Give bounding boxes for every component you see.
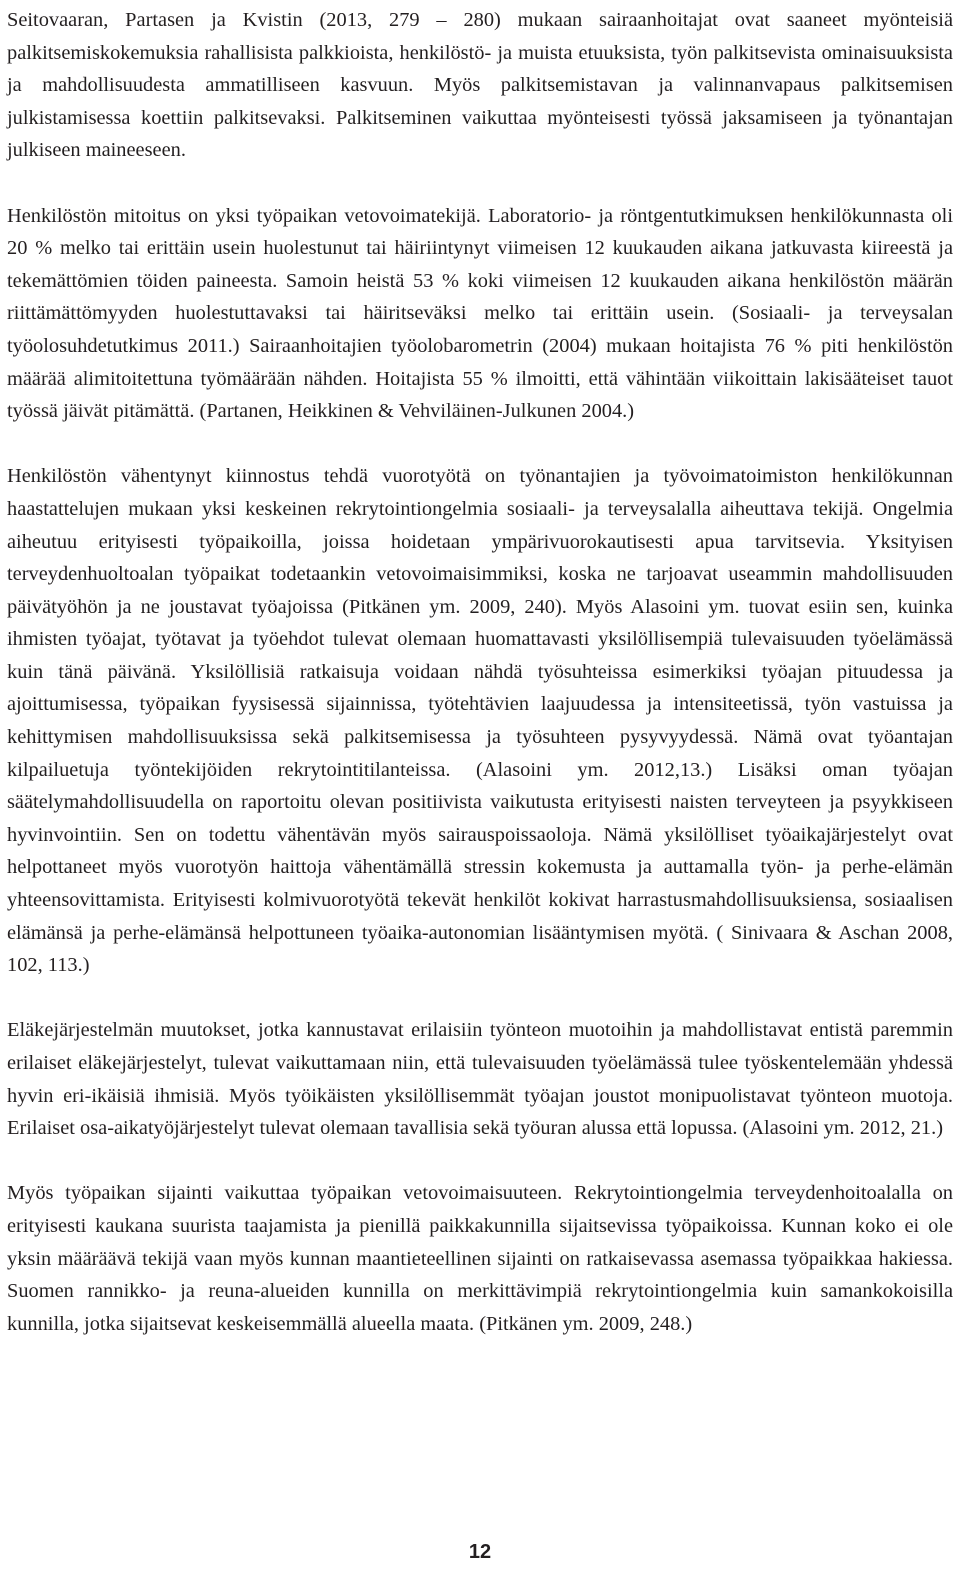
- document-page: [7, 0, 953, 1573]
- paragraph-shift-work: Henkilöstön vähentynyt kiinnostus tehdä vuorotyötä on työnantajien ja työvoimatoimiston henkilökunnan haastattelujen mukaan yksi keskeinen rekrytointiongelmia sosiaali- ja terveysalalla aiheuttava tekijä. Ongelmia aiheutuu erityisesti työpaikoilla, joissa hoidetaan ympärivuorokautisesti apua tarvitsevia. Yksityisen terveydenhuoltoalan työpaikat todetaankin vetovoimaisimmiksi, koska ne tarjoavat useammin mahdollisuuden päivätyöhön ja ne joustavat työajoissa (Pitkänen ym. 2009, 240). Myös Alasoini ym. tuovat esiin sen, kuinka ihmisten työajat, työtavat ja työehdot tulevat olemaan huomattavasti yksilöllisempiä tulevaisuuden työelämässä kuin tänä päivänä. Yksilöllisiä ratkaisuja voidaan nähdä työsuhteissa esimerkiksi työajan pituudessa ja ajoittumisessa, työpaikan fyysisessä sijainnissa, työtehtävien laajuudessa ja intensiteetissä, työn vastuissa ja kehittymisen mahdollisuuksissa sekä palkitsemisessa ja työsuhteen pysyvyydessä. Nämä ovat työantajan kilpailuetuja työntekijöiden rekrytointitilanteissa. (Alasoini ym. 2012,13.) Lisäksi oman työajan säätelymahdollisuudella on raportoitu olevan positiivista vaikutusta erityisesti naisten terveyteen ja psyykkiseen hyvinvointiin. Sen on todettu vähentävän myös sairauspoissaoloja. Nämä yksilölliset työaikajärjestelyt ovat helpottaneet myös vuorotyön haittoja vähentämällä stressin kokemusta ja auttamalla työn- ja perhe-elämän yhteensovittamista. Erityisesti kolmivuorotyötä tekevät henkilöt kokivat harrastusmahdollisuuksiensa, sosiaalisen elämänsä ja perhe-elämänsä helpottuneen työaika-autonomian lisääntymisen myötä. ( Sinivaara & Aschan 2008, 102, 113.): [7, 465, 953, 977]
- paragraph-workplace-location: Myös työpaikan sijainti vaikuttaa työpaikan vetovoimaisuuteen. Rekrytointiongelmia terveydenhoitoalalla on erityisesti kaukana suurista taajamista ja pienillä paikkakunnilla sijaitsevissa työpaikoissa. Kunnan koko ei ole yksin määräävä tekijä vaan myös kunnan maantieteellinen sijainti on ratkaisevassa asemassa työpaikkaa hakiessa. Suomen rannikko- ja reuna-alueiden kunnilla on merkittävimpiä rekrytointiongelmia kuin samankokoisilla kunnilla, jotka sijaitsevat keskeisemmällä alueella maata. (Pitkänen ym. 2009, 248.): [7, 1182, 953, 1335]
- paragraph-staffing: Henkilöstön mitoitus on yksi työpaikan vetovoimatekijä. Laboratorio- ja röntgentutkimuksen henkilökunnasta oli 20 % melko tai erittäin usein huolestunut tai häiriintynyt viimeisen 12 kuukauden aikana jatkuvasta kiireestä ja tekemättömien töiden paineesta. Samoin heistä 53 % koki viimeisen 12 kuukauden aikana henkilöstön määrän riittämättömyyden huolestuttavaksi tai häiritseväksi melko tai erittäin usein. (Sosiaali- ja terveysalan työolosuhdetutkimus 2011.) Sairaanhoitajien työolobarometrin (2004) mukaan hoitajista 76 % piti henkilöstön määrää alimitoitettuna työmäärään nähden. Hoitajista 55 % ilmoitti, että vähintään viikoittain lakisääteiset tauot työssä jäivät pitämättä. (Partanen, Heikkinen & Vehviläinen-Julkunen 2004.): [7, 204, 953, 423]
- paragraph-rewards: Seitovaaran, Partasen ja Kvistin (2013, 279 – 280) mukaan sairaanhoitajat ovat saaneet myönteisiä palkitsemiskokemuksia rahallisista palkkioista, henkilöstö- ja muista etuuksista, työn palkitsevista ominaisuuksista ja mahdollisuudesta ammatilliseen kasvuun. Myös palkitsemistavan ja valinnanvapaus palkitsemisen julkistamisessa koettiin palkitsevaksi. Palkitseminen vaikuttaa myönteisesti työssä jaksamiseen ja työnantajan julkiseen maineeseen.: [7, 9, 953, 162]
- page-number: 12: [468, 1541, 492, 1563]
- body-text: [7, 4, 953, 1373]
- paragraph-pension-system: Eläkejärjestelmän muutokset, jotka kannustavat erilaisiin työnteon muotoihin ja mahdollistavat entistä paremmin erilaiset eläkejärjestelyt, tulevat vaikuttamaan niin, että tulevaisuuden työelämässä tulee työskentelemään yhdessä hyvin eri-ikäisiä ihmisiä. Myös työikäisten yksilöllisemmät työajan joustot monipuolistavat työnteon muotoja. Erilaiset osa-aikatyöjärjestelyt tulevat olemaan tavallisia sekä työuran alussa että lopussa. (Alasoini ym. 2012, 21.): [7, 1019, 953, 1140]
